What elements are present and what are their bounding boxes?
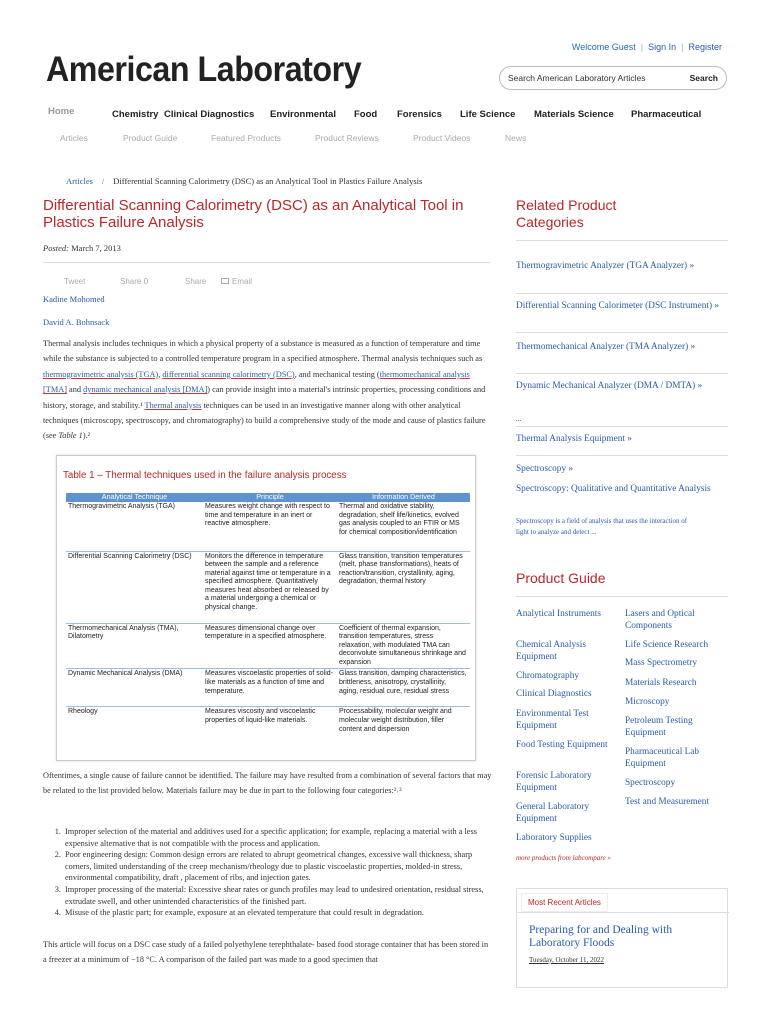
table-row — [66, 551, 470, 623]
nav-life-science[interactable]: Life Science — [460, 109, 516, 120]
guide-link[interactable]: Chemical Analysis Equipment — [516, 640, 586, 662]
divider — [516, 596, 728, 597]
guide-link[interactable]: Petroleum Testing Equipment — [625, 716, 693, 738]
recent-article-link[interactable]: Preparing for and Dealing with Laboratory Floods — [529, 924, 673, 949]
related-link[interactable]: Thermomechanical Analyzer (TMA Analyzer) » — [516, 342, 696, 352]
table-figure — [56, 455, 476, 761]
guide-link[interactable]: Materials Research — [625, 678, 697, 688]
list-item: 3. Improper processing of the material: Excessive shear rates or gunch profiles may lead to undesired orientation, residual stress, extrudate swell, and other unintended characteristics of the finished part. — [63, 884, 493, 907]
tab-most-recent[interactable]: Most Recent Articles — [521, 893, 608, 912]
spectroscopy-blurb[interactable]: Spectroscopy is a field of analysis that uses the interaction of light to analyze and detect ... — [516, 517, 688, 536]
share-count-button[interactable]: Share 0 — [120, 277, 149, 286]
posted-date: March 7, 2013 — [71, 243, 121, 253]
subnav-product-guide[interactable]: Product Guide — [123, 133, 178, 143]
primary-nav — [48, 106, 702, 120]
list-item: 1. Improper selection of the material and additives used for a specific application; for example, replacing a material with a less expensive alternative that is not compatible with the process and application. — [63, 826, 493, 849]
link-tma[interactable]: thermomechanical analysis [TMA] — [43, 369, 470, 395]
author-link[interactable]: David A. Bohnsack — [43, 317, 110, 327]
share-bar — [64, 277, 252, 286]
guide-link[interactable]: Mass Spectrometry — [625, 658, 698, 668]
divider — [516, 426, 728, 427]
article-paragraph: Oftentimes, a single cause of failure cannot be identified. The failure may have resulted from a combination of several factors that may be related to the list provided below. Materials failure may be due in part to the following four categories:²˒³ — [43, 771, 492, 796]
table-row — [66, 623, 470, 669]
guide-link[interactable]: Pharmaceutical Lab Equipment — [625, 747, 700, 769]
divider — [516, 240, 728, 241]
subnav-articles[interactable]: Articles — [60, 133, 88, 143]
table-cell: Measures weight change with respect to time and temperature in an inert or reactive atmosphere. — [203, 502, 337, 551]
posted-line: Posted: March 7, 2013 — [43, 243, 121, 253]
breadcrumb-current: Differential Scanning Calorimetry (DSC) as an Analytical Tool in Plastics Failure Analysis — [113, 176, 423, 186]
guide-link[interactable]: Food Testing Equipment — [516, 740, 608, 750]
envelope-icon — [221, 278, 229, 284]
breadcrumb: Articles / Differential Scanning Calorimetry (DSC) as an Analytical Tool in Plastics Failure Analysis — [66, 176, 423, 186]
table-header: Analytical Technique — [66, 493, 203, 502]
guide-link[interactable]: Life Science Research — [625, 640, 709, 650]
link-dsc[interactable]: differential scanning calorimetry (DSC) — [162, 369, 295, 379]
guide-link[interactable]: Test and Measurement — [625, 797, 710, 807]
link-dma[interactable]: dynamic mechanical analysis [DMA] — [83, 385, 208, 395]
subnav-news[interactable]: News — [505, 133, 527, 143]
sign-in-link[interactable]: Sign In — [648, 42, 677, 52]
table-cell: Thermogravimetric Analysis (TGA) — [66, 502, 203, 551]
table-cell: Monitors the difference in temperature between the sample and a reference material against time or temperature in a specified atmosphere. Quantitatively measures heat absorbed or released by a material undergoing a chemical or physical change. — [203, 551, 337, 623]
divider — [516, 332, 728, 333]
guide-link[interactable]: Chromatography — [516, 671, 579, 681]
table-cell: Rheology — [68, 708, 98, 716]
related-categories-heading: Related Product Categories — [516, 197, 617, 230]
subnav-product-videos[interactable]: Product Videos — [413, 133, 471, 143]
table-cell: Glass transition, damping characteristics, brittleness, anisotropy, crystallinity, aging, residual cure, residual stress — [337, 669, 470, 707]
guide-link[interactable]: Spectroscopy — [625, 778, 676, 788]
table-header: Information Derived — [337, 493, 470, 502]
search-button[interactable]: Search — [689, 73, 718, 83]
related-link[interactable]: Thermogravimetric Analyzer (TGA Analyzer) » — [516, 261, 695, 271]
nav-pharmaceutical[interactable]: Pharmaceutical — [631, 109, 702, 120]
table-cell: Coefficient of thermal expansion, transition temperatures, stress relaxation, with modulated TMA can deconvolute simultaneous shrinkage and expansion — [337, 623, 470, 669]
author-link[interactable]: Kadine Mohomed — [43, 294, 105, 304]
table-cell: Measures viscosity and viscoelastic properties of liquid-like materials. — [205, 708, 316, 725]
search-input[interactable]: Search American Laboratory Articles — [508, 73, 646, 83]
recent-article-date: Tuesday, October 11, 2022 — [529, 956, 605, 964]
nav-materials-science[interactable]: Materials Science — [534, 109, 614, 120]
product-guide-heading: Product Guide — [516, 570, 606, 586]
related-link[interactable]: Spectroscopy » — [516, 464, 574, 474]
welcome-text: Welcome Guest — [571, 42, 636, 52]
nav-environmental[interactable]: Environmental — [270, 109, 336, 120]
article-title: Differential Scanning Calorimetry (DSC) as an Analytical Tool in Plastics Failure Analysis — [43, 197, 464, 231]
table-cell: Measures viscoelastic properties of solid-like materials as a function of time and temperature. — [203, 669, 337, 707]
list-item: 4. Misuse of the plastic part; for example, exposure at an elevated temperature that could result in degradation. — [63, 907, 493, 919]
guide-link[interactable]: Laboratory Supplies — [516, 833, 592, 843]
link-thermal-analysis[interactable]: Thermal analysis — [144, 400, 202, 410]
nav-clinical-diagnostics[interactable]: Clinical Diagnostics — [164, 109, 255, 120]
guide-link[interactable]: Environmental Test Equipment — [516, 709, 589, 731]
related-link[interactable]: Thermal Analysis Equipment » — [516, 434, 632, 444]
register-link[interactable]: Register — [688, 42, 722, 52]
more-products-link[interactable]: more products from labcompare » — [516, 854, 612, 862]
nav-food[interactable]: Food — [354, 109, 378, 120]
subnav-featured-products[interactable]: Featured Products — [211, 133, 281, 143]
ellipsis-text: ... — [516, 415, 522, 423]
table-row — [66, 502, 470, 551]
related-link[interactable]: Differential Scanning Calorimeter (DSC Instrument) » — [516, 301, 720, 311]
guide-link[interactable]: Analytical Instruments — [516, 609, 601, 619]
account-links: Welcome Guest | Sign In | Register — [571, 42, 722, 52]
nav-chemistry[interactable]: Chemistry — [112, 109, 159, 120]
related-link[interactable]: Spectroscopy: Qualitative and Quantitative Analysis — [516, 484, 711, 494]
search-box[interactable] — [499, 66, 727, 90]
table-caption: Table 1 – Thermal techniques used in the failure analysis process — [63, 470, 347, 481]
table-row — [66, 707, 470, 735]
techniques-table — [66, 493, 470, 735]
table-cell: Thermal and oxidative stability, degradation, shelf life/kinetics, evolved gas analysis coupled to an FTIR or MS for chemical composition/identification — [337, 502, 470, 551]
list-item: 2. Poor engineering design: Common design errors are related to abrupt geometrical changes, excessive wall thickness, sharp corners, limited understanding of the creep mechanism/rheology due to plastic viscoelastic properties, molded-in stress, environmental compatibility, draft , placement of ribs, and injection gates. — [63, 849, 493, 884]
table-cell: Thermomechanical Analysis (TMA), Dilatometry — [66, 623, 203, 669]
site-logo[interactable]: American Laboratory — [46, 50, 362, 89]
table-row — [66, 669, 470, 707]
subnav-product-reviews[interactable]: Product Reviews — [315, 133, 379, 143]
secondary-nav — [60, 133, 526, 143]
share-button[interactable]: Share — [185, 277, 207, 286]
table-cell: Processability, molecular weight and molecular weight distribution, filler content and dispersion — [339, 708, 452, 733]
tweet-button[interactable]: Tweet — [64, 277, 86, 286]
table-cell: Glass transition, transition temperatures (melt, phase transformations), heats of reaction/transition, crystallinity, aging, degradation, thermal history — [337, 551, 470, 623]
table-cell: Dynamic Mechanical Analysis (DMA) — [66, 669, 203, 707]
guide-link[interactable]: General Laboratory Equipment — [516, 802, 590, 824]
nav-home[interactable]: Home — [48, 106, 75, 117]
table-cell: Measures dimensional change over temperature in a specified atmosphere. — [203, 623, 337, 669]
guide-link[interactable]: Clinical Diagnostics — [516, 689, 592, 699]
article-paragraph: Thermal analysis includes techniques in which a physical property of a substance is measured as a function of temperature and time while the substance is subjected to a controlled temperature program in a specified atmosphere. Thermal analysis techniques such as thermogravimetric analysis (TGA), differential scanning calorimetry (DSC), and mechanical testing (thermomechanical analysis [TMA] and dynamic mechanical analysis [DMA]) can provide insight into a material's intrinsic properties, processing conditions and history, storage, and stability.¹ Thermal analysis techniques can be used in an investigative manner along with other analytical techniques (microscopy, spectroscopy, and chromatography) to build a comprehensive study of the mode and cause of plastics failure (see Table 1).² — [43, 339, 486, 441]
nav-forensics[interactable]: Forensics — [397, 109, 442, 120]
divider — [516, 455, 728, 456]
divider — [516, 293, 728, 294]
link-tga[interactable]: thermogravimetric analysis (TGA) — [43, 369, 159, 379]
table-cell: Differential Scanning Calorimetry (DSC) — [66, 551, 203, 623]
article-paragraph: This article will focus on a DSC case study of a failed polyethylene terephthalate- based food storage container that has been stored in a freezer at a minimum of −18 °C. A comparison of the failed part was made to a good specimen that — [43, 940, 489, 965]
breadcrumb-articles[interactable]: Articles — [66, 176, 93, 186]
divider — [43, 262, 490, 263]
guide-link[interactable]: Microscopy — [625, 697, 670, 707]
email-button[interactable]: Email — [221, 277, 252, 286]
recent-articles-box — [516, 888, 728, 988]
divider — [516, 373, 728, 374]
guide-link[interactable]: Forensic Laboratory Equipment — [516, 771, 592, 793]
related-link[interactable]: Dynamic Mechanical Analyzer (DMA / DMTA) » — [516, 381, 703, 391]
guide-link[interactable]: Lasers and Optical Components — [625, 609, 695, 631]
table-header: Principle — [203, 493, 337, 502]
failure-causes-list — [43, 826, 493, 919]
